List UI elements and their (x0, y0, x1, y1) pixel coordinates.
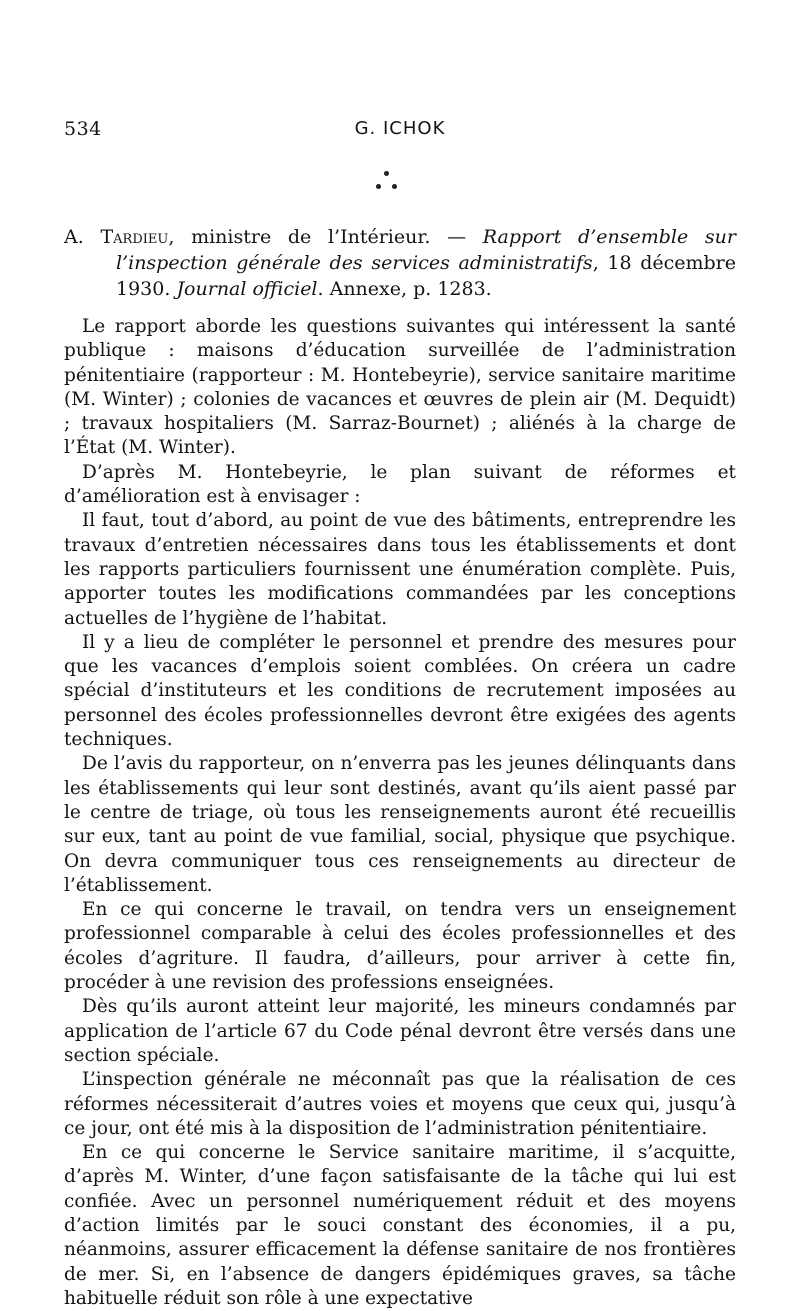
citation-author-name: Tardieu (100, 226, 169, 248)
paragraph: De l’avis du rapporteur, on n’enverra pas les jeunes délinquants dans les établissements qui leur sont destinés, avant qu’ils aient passé par le centre de triage, où tous les renseignements auront été recueillis sur eux, tant au point de vue familial, social, physique que psychique. On devra communiquer tous ces renseignements au directeur de l’établissement. (64, 753, 736, 896)
bibliographic-citation (64, 224, 736, 302)
asterism-icon (372, 168, 402, 196)
page-number: 534 (64, 118, 102, 140)
citation-journal: Journal officiel (176, 278, 318, 300)
citation-author-role: , ministre de l’Intérieur. — (168, 226, 483, 248)
citation-title: Rapport d’ensemble sur l’inspection générale des services administratifs (116, 226, 736, 274)
paragraph: Il faut, tout d’abord, au point de vue des bâtiments, entreprendre les travaux d’entretien nécessaires dans tous les établissements et dont les rapports particuliers fournissent une énumération complète. Puis, apporter toutes les modifications commandées par les conceptions actuelles de l’hygiène de l’habitat. (64, 510, 736, 629)
paragraph: Le rapport aborde les questions suivantes qui intéressent la santé publique : maisons d’éducation surveillée de l’administration pénitentiaire (rapporteur : M. Hontebeyrie), service sanitaire maritime (M. Winter) ; colonies de vacances et œuvres de plein air (M. Dequidt) ; travaux hospitaliers (M. Sarraz-Bournet) ; aliénés à la charge de l’État (M. Winter). (64, 316, 736, 459)
asterism-star (384, 171, 389, 176)
citation-date: , 18 décembre 1930. (116, 252, 737, 300)
paragraph: Il y a lieu de compléter le personnel et prendre des mesures pour que les vacances d’emplois soient comblées. On créera un cadre spécial d’instituteurs et les conditions de recrutement imposées au personnel des écoles professionnelles devront être exigées des agents techniques. (64, 631, 736, 751)
running-head: G. ICHOK (354, 118, 446, 139)
page-header (64, 118, 736, 144)
paragraph: D’après M. Hontebeyrie, le plan suivant de réformes et d’amélioration est à envisager : (64, 461, 736, 508)
body-text (64, 315, 736, 1311)
paragraph: En ce qui concerne le Service sanitaire maritime, il s’acquitte, d’après M. Winter, d’une façon satisfaisante de la tâche qui lui est confiée. Avec un personnel numériquement réduit et des moyens d’action limités par le souci constant des économies, il a pu, néanmoins, assurer efficacement la défense sanitaire de nos frontières de mer. Si, en l’absence de dangers épidémiques graves, sa tâche habituelle réduit son rôle à une expectative (64, 1142, 736, 1309)
paragraph: En ce qui concerne le travail, on tendra vers un enseignement professionnel comparable à celui des écoles professionnelles et des écoles d’agriture. Il faudra, d’ailleurs, pour arriver à cette fin, procéder à une revision des professions enseignées. (64, 899, 736, 994)
asterism-star (376, 184, 381, 189)
citation-author-initial: A. (64, 226, 101, 248)
paragraph: Dès qu’ils auront atteint leur majorité, les mineurs condamnés par application de l’article 67 du Code pénal devront être versés dans une section spéciale. (64, 996, 736, 1066)
asterism-star (392, 184, 397, 189)
paragraph: L’inspection générale ne méconnaît pas que la réalisation de ces réformes nécessiterait d’autres voies et moyens que ceux qui, jusqu’à ce jour, ont été mis à la disposition de l’administration pénitentiaire. (64, 1069, 736, 1139)
citation-annex: . Annexe, p. 1283. (317, 278, 492, 300)
